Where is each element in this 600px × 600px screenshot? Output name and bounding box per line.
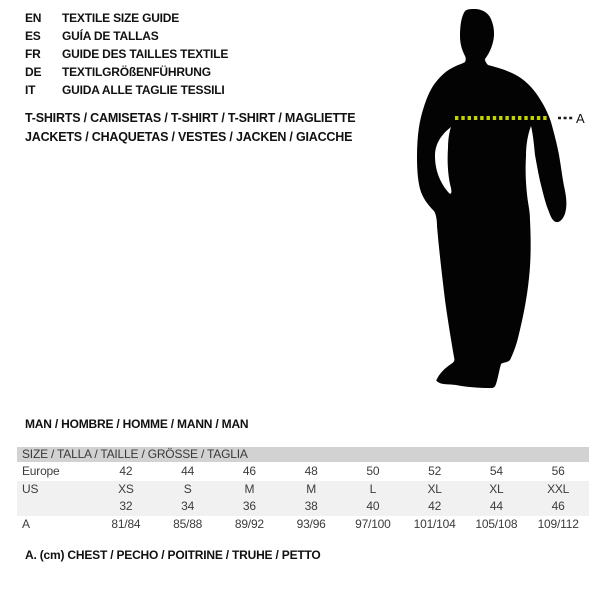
language-title: GUIDE DES TAILLES TEXTILE: [62, 47, 229, 61]
language-title: TEXTILE SIZE GUIDE: [62, 11, 180, 25]
language-title: GUIDA ALLE TAGLIE TESSILI: [62, 83, 225, 97]
size-cell: 44: [181, 464, 195, 478]
size-cell: 32: [119, 499, 133, 513]
row-label: US: [22, 481, 39, 496]
table-row-us: [17, 481, 589, 499]
size-cell: M: [306, 481, 317, 496]
man-silhouette-figure: [417, 0, 600, 400]
row-label: Europe: [22, 464, 60, 478]
row-label: A: [22, 516, 30, 531]
size-cell: M: [244, 481, 255, 496]
size-cell: S: [183, 481, 192, 496]
language-row-de: [25, 63, 228, 81]
language-title: GUÍA DE TALLAS: [62, 29, 159, 43]
size-cell: 85/88: [173, 516, 203, 531]
language-row-fr: [25, 45, 228, 63]
size-cell: 46: [551, 499, 565, 513]
size-cell: 48: [304, 464, 318, 478]
size-cell: 36: [242, 499, 256, 513]
gender-heading: MAN / HOMBRE / HOMME / MANN / MAN: [25, 417, 249, 431]
size-cell: 101/104: [413, 516, 456, 531]
size-cell: 93/96: [296, 516, 326, 531]
size-cell: 40: [366, 499, 380, 513]
language-row-en: [25, 9, 228, 27]
table-row-numeric: [17, 498, 589, 516]
size-cell: XL: [427, 481, 442, 496]
size-cell: 54: [489, 464, 503, 478]
size-cell: XXL: [547, 481, 570, 496]
size-cell: XL: [489, 481, 504, 496]
language-code: DE: [25, 65, 42, 79]
size-cell: 109/112: [537, 516, 579, 531]
language-code: EN: [25, 11, 42, 25]
size-cell: 52: [428, 464, 442, 478]
size-cell: 50: [366, 464, 380, 478]
size-cell: 42: [428, 499, 442, 513]
table-row-europe: [17, 463, 589, 481]
category-line-jackets: JACKETS / CHAQUETAS / VESTES / JACKEN / GIACCHE: [25, 130, 353, 144]
size-cell: 97/100: [355, 516, 391, 531]
size-cell: 42: [119, 464, 133, 478]
language-code: IT: [25, 83, 36, 97]
size-cell: L: [369, 481, 377, 496]
measure-label-a: A: [576, 111, 585, 126]
size-cell: 38: [304, 499, 318, 513]
language-title: TEXTILGRÖßENFÜHRUNG: [62, 65, 211, 79]
language-code: FR: [25, 47, 41, 61]
language-list: [25, 9, 228, 99]
size-cell: 34: [181, 499, 195, 513]
category-line-tshirts: T-SHIRTS / CAMISETAS / T-SHIRT / T-SHIRT / MAGLIETTE: [25, 111, 356, 125]
size-cell: 46: [242, 464, 256, 478]
man-silhouette: [417, 9, 566, 388]
size-cell: 89/92: [234, 516, 264, 531]
size-cell: XS: [118, 481, 134, 496]
size-cell: 56: [551, 464, 565, 478]
size-cell: 44: [489, 499, 503, 513]
measurement-footnote: A. (cm) CHEST / PECHO / POITRINE / TRUHE / PETTO: [25, 548, 321, 562]
table-row-chest: [17, 516, 589, 534]
garment-categories: [25, 109, 355, 147]
language-row-es: [25, 27, 228, 45]
language-code: ES: [25, 29, 41, 43]
size-table: [17, 447, 589, 533]
size-cell: 81/84: [111, 516, 141, 531]
size-table-header: SIZE / TALLA / TAILLE / GRÖSSE / TAGLIA: [17, 447, 589, 462]
language-row-it: [25, 81, 228, 99]
size-cell: 105/108: [475, 516, 518, 531]
